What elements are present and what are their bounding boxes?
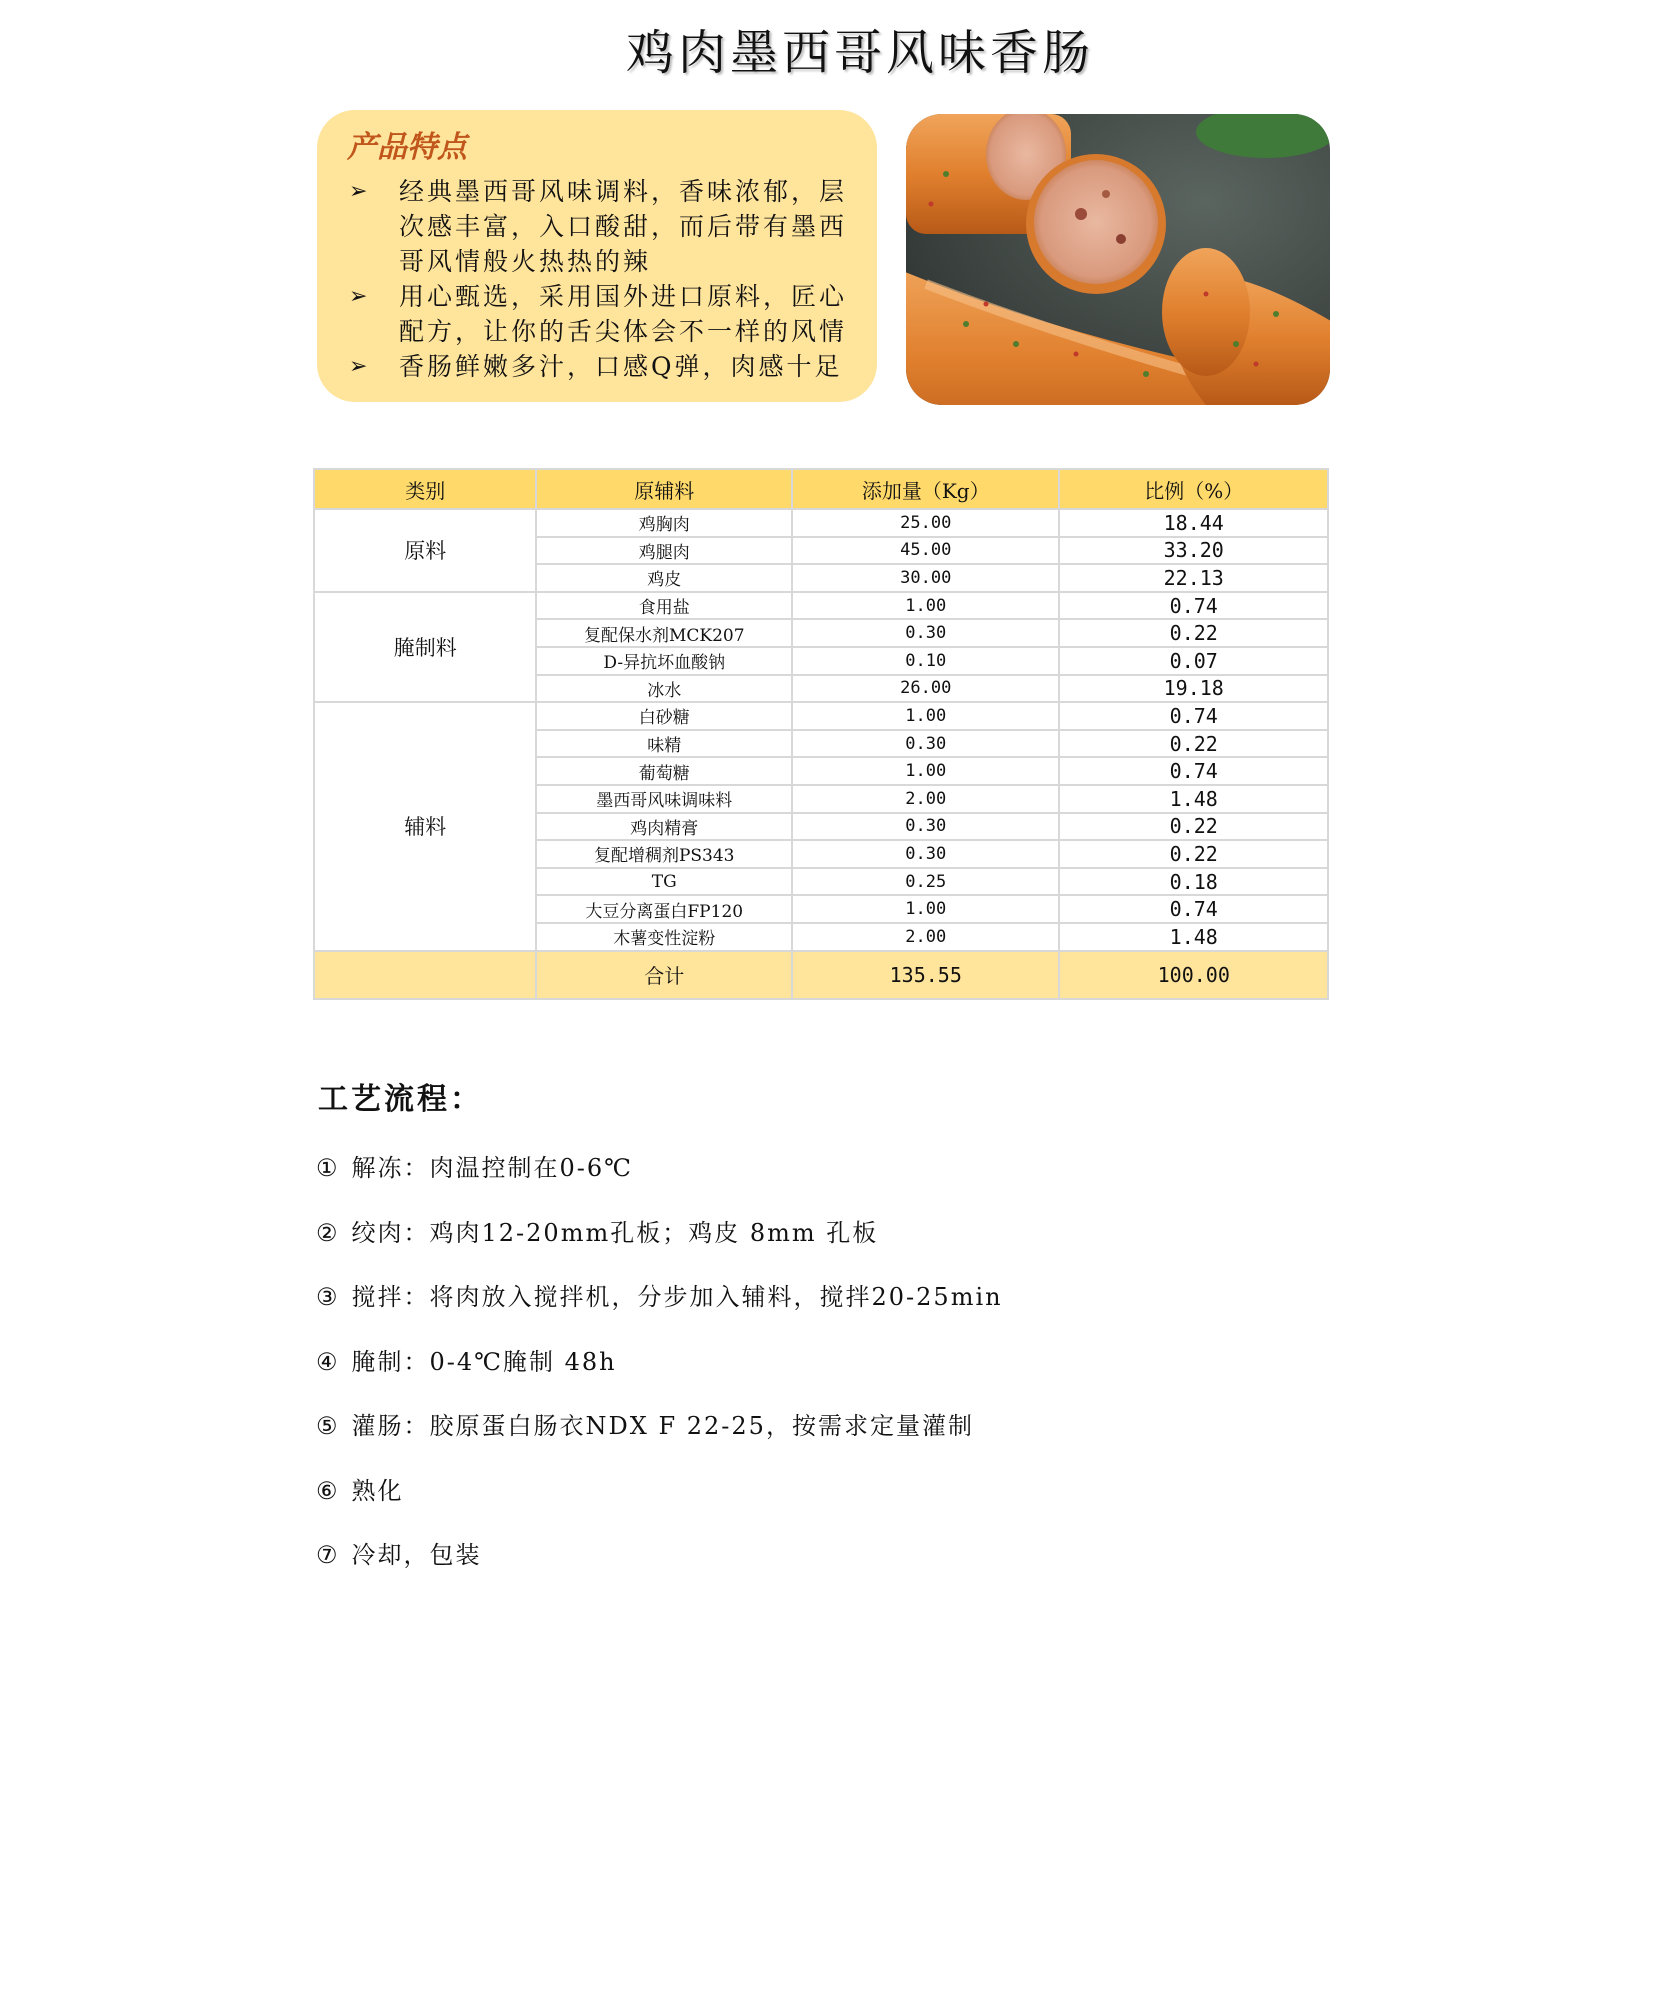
step-text: 冷却，包装 [351,1541,482,1569]
amount-cell: 1.00 [792,592,1059,620]
ratio-cell: 0.22 [1059,619,1328,647]
ingredient-cell: 墨西哥风味调味料 [536,785,792,813]
category-cell: 原料 [314,509,536,592]
ingredient-cell: 味精 [536,730,792,758]
step-text: 熟化 [351,1476,404,1505]
table-header-row [314,469,1328,509]
ingredient-cell: 木薯变性淀粉 [536,923,792,951]
amount-cell: 2.00 [792,923,1059,951]
step-number: ④ [316,1347,340,1376]
ingredient-cell: 白砂糖 [536,702,792,730]
process-step [316,1277,1003,1342]
step-text: 解冻：肉温控制在0-6℃ [351,1154,634,1182]
ratio-cell: 33.20 [1059,537,1328,565]
ratio-cell: 22.13 [1059,564,1328,592]
ingredient-cell: 复配保水剂MCK207 [536,619,792,647]
ingredient-cell: 鸡皮 [536,564,792,592]
ingredient-cell: 冰水 [536,675,792,703]
features-heading: 产品特点 [347,130,467,165]
feature-item [347,349,847,384]
ingredient-cell: 鸡肉精膏 [536,813,792,841]
process-step [316,1535,1003,1600]
table-row [314,592,1328,620]
step-text: 搅拌：将肉放入搅拌机，分步加入辅料，搅拌20-25min [351,1283,1003,1311]
ingredient-cell: 鸡胸肉 [536,509,792,537]
ratio-cell: 0.22 [1059,840,1328,868]
ratio-cell: 0.22 [1059,813,1328,841]
amount-cell: 0.30 [792,813,1059,841]
amount-cell: 26.00 [792,675,1059,703]
ratio-cell: 0.07 [1059,647,1328,675]
table-row [314,702,1328,730]
header-ingredient: 原辅料 [536,469,792,509]
process-title: 工艺流程： [318,1082,483,1117]
header-amount: 添加量（Kg） [792,469,1059,509]
ratio-cell: 0.74 [1059,757,1328,785]
process-step [316,1148,1003,1213]
amount-cell: 0.25 [792,868,1059,896]
ingredient-cell: 鸡腿肉 [536,537,792,565]
ingredient-cell: TG [536,868,792,896]
step-text: 腌制：0-4℃腌制 48h [351,1347,617,1376]
arrow-bullet-icon: ➢ [349,354,371,379]
header-category: 类别 [314,469,536,509]
ingredient-cell: 食用盐 [536,592,792,620]
amount-cell: 25.00 [792,509,1059,537]
amount-cell: 1.00 [792,895,1059,923]
process-step [316,1406,1003,1471]
category-cell: 腌制料 [314,592,536,702]
sausage-image-icon [906,114,1330,405]
ingredient-cell: D-异抗坏血酸钠 [536,647,792,675]
total-amount: 135.55 [792,951,1059,999]
amount-cell: 1.00 [792,702,1059,730]
feature-item [347,279,847,349]
ratio-cell: 19.18 [1059,675,1328,703]
sausage-photo [906,114,1330,405]
total-ratio: 100.00 [1059,951,1328,999]
amount-cell: 0.30 [792,730,1059,758]
recipe-table [313,468,1329,1000]
ingredient-cell: 复配增稠剂PS343 [536,840,792,868]
amount-cell: 0.10 [792,647,1059,675]
features-list [347,174,847,384]
step-number: ② [316,1218,340,1247]
process-step [316,1342,1003,1407]
product-features-card [317,110,877,402]
page-title: 鸡肉墨西哥风味香肠 [625,25,1094,81]
total-label: 合计 [536,951,792,999]
ratio-cell: 0.22 [1059,730,1328,758]
feature-line: 配方，让你的舌尖体会不一样的风情 [399,317,848,346]
amount-cell: 0.30 [792,619,1059,647]
category-cell: 辅料 [314,702,536,950]
ratio-cell: 1.48 [1059,785,1328,813]
ratio-cell: 0.18 [1059,868,1328,896]
process-step [316,1471,1003,1536]
feature-line: 用心甄选，采用国外进口原料，匠心 [399,282,848,311]
table-row [314,509,1328,537]
step-text: 灌肠：胶原蛋白肠衣NDX F 22-25，按需求定量灌制 [351,1412,974,1440]
arrow-bullet-icon: ➢ [349,284,371,309]
step-number: ⑤ [316,1412,340,1440]
feature-item [347,174,847,279]
ingredient-cell: 大豆分离蛋白FP120 [536,895,792,923]
arrow-bullet-icon: ➢ [349,179,371,204]
amount-cell: 45.00 [792,537,1059,565]
ingredient-cell: 葡萄糖 [536,757,792,785]
step-text: 绞肉：鸡肉12-20mm孔板；鸡皮 8mm 孔板 [351,1218,879,1247]
total-row [314,951,1328,999]
ratio-cell: 0.74 [1059,702,1328,730]
feature-line: 次感丰富，入口酸甜，而后带有墨西 [399,212,848,241]
step-number: ① [316,1154,340,1182]
amount-cell: 1.00 [792,757,1059,785]
amount-cell: 2.00 [792,785,1059,813]
ratio-cell: 18.44 [1059,509,1328,537]
feature-line: 香肠鲜嫩多汁，口感Q弹，肉感十足 [399,352,843,381]
total-empty-cell [314,951,536,999]
step-number: ③ [316,1283,340,1311]
amount-cell: 30.00 [792,564,1059,592]
feature-line: 经典墨西哥风味调料，香味浓郁，层 [399,177,848,206]
process-steps [316,1148,1003,1600]
ratio-cell: 0.74 [1059,592,1328,620]
header-ratio: 比例（%） [1059,469,1328,509]
amount-cell: 0.30 [792,840,1059,868]
ratio-cell: 0.74 [1059,895,1328,923]
process-step [316,1213,1003,1278]
ratio-cell: 1.48 [1059,923,1328,951]
feature-line: 哥风情般火热热的辣 [399,247,652,276]
step-number: ⑦ [316,1541,340,1569]
step-number: ⑥ [316,1476,340,1505]
